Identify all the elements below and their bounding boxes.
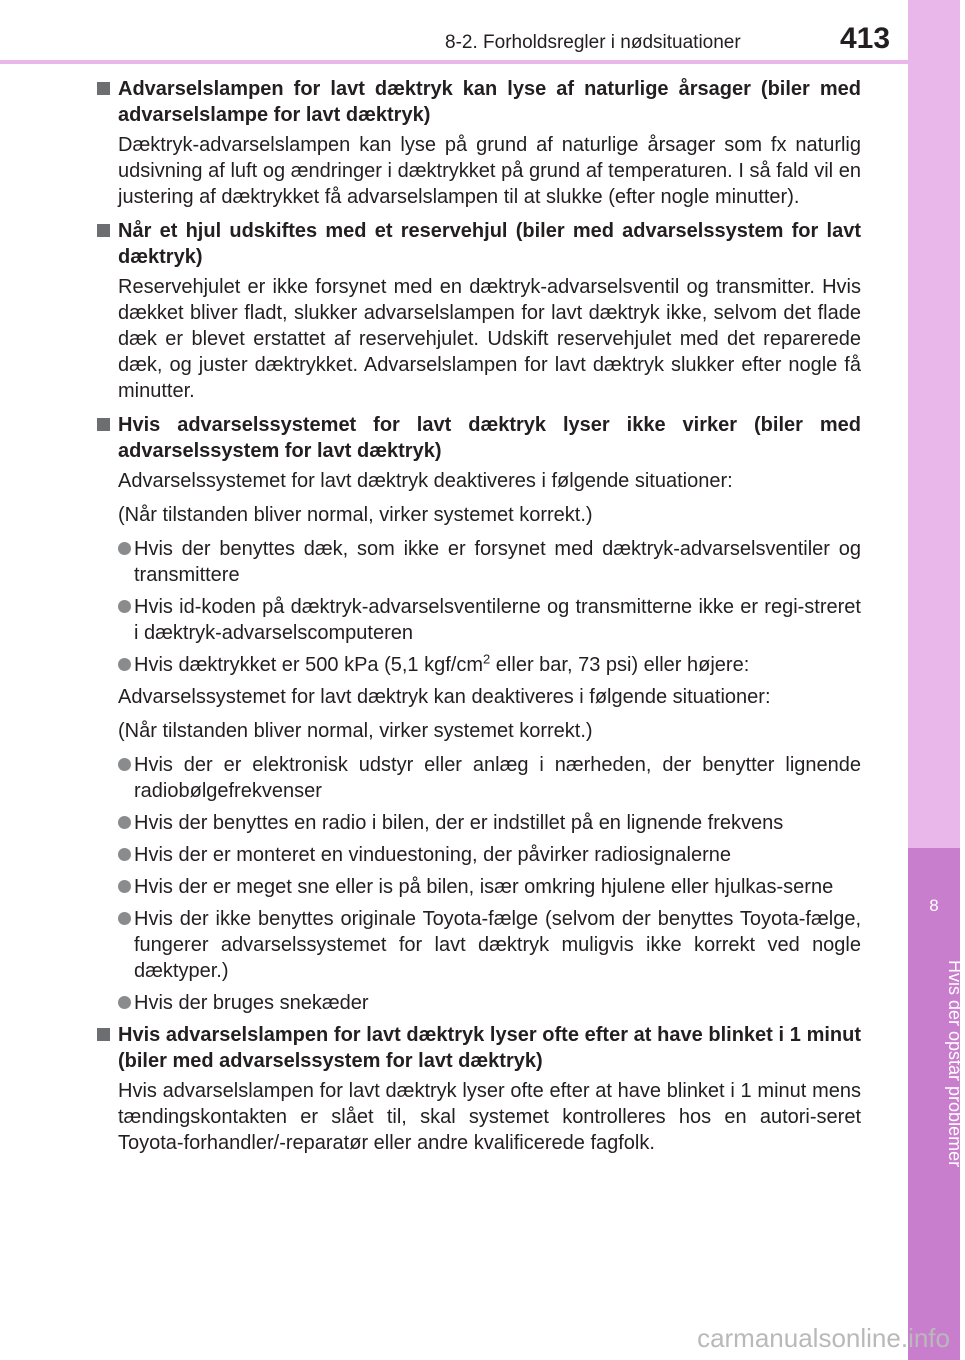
round-bullet-icon	[118, 758, 131, 771]
section-heading: Når et hjul udskiftes med et reservehjul (biler med advarselssystem for lavt dæktryk)	[95, 218, 861, 270]
round-bullet-icon	[118, 848, 131, 861]
square-bullet-icon	[97, 1028, 110, 1041]
list-item: Hvis id-koden på dæktryk-advarselsventilerne og transmitterne ikke er regi-streret i dæktryk-advarselscomputeren	[118, 594, 861, 646]
list-item: Hvis dæktrykket er 500 kPa (5,1 kgf/$cm^2$ eller bar, 73 psi) eller højere:	[118, 652, 861, 678]
round-bullet-icon	[118, 600, 131, 613]
section-body: Reservehjulet er ikke forsynet med en dæktryk-advarselsventil og transmitter. Hvis dækket bliver fladt, slukker advarselslampen for lavt dæktryk ikke, selvom det flade dæk er blevet erstattet af reservehjulet. Udskift reservehjulet med det reparerede dæk, og juster dæktrykket. Advarselslampen for lavt dæktryk slukker efter nogle få minutter.	[118, 276, 861, 402]
header-rule	[0, 60, 908, 64]
list-item: Hvis der er elektronisk udstyr eller anlæg i nærheden, der benytter lignende radiobølgefrekvenser	[118, 752, 861, 804]
round-bullet-icon	[118, 542, 131, 555]
square-bullet-icon	[97, 224, 110, 237]
list-item: Hvis der bruges snekæder	[118, 990, 861, 1016]
section-intro: (Når tilstanden bliver normal, virker systemet korrekt.)	[118, 504, 593, 526]
section-body: Hvis advarselslampen for lavt dæktryk lyser ofte efter at have blinket i 1 minut mens tændingskontakten er slået til, skal systemet kontrolleres hos en autori-seret Toyota-forhandler/-reparatør eller andre kvalificerede fagfolk.	[118, 1080, 861, 1154]
chapter-title: Hvis der opstår problemer	[945, 960, 965, 1168]
round-bullet-icon	[118, 816, 131, 829]
section-intro: Advarselssystemet for lavt dæktryk deaktiveres i følgende situationer:	[118, 470, 733, 492]
chapter-number: 8	[929, 896, 939, 915]
section-body: Dæktryk-advarselslampen kan lyse på grund af naturlige årsager som fx naturlig udsivning af luft og ændringer i dæktrykket på grund af temperaturen. I så fald vil en justering af dæktrykket få advarselslampen til at slukke (efter nogle minutter).	[118, 134, 861, 208]
square-bullet-icon	[97, 82, 110, 95]
watermark: carmanualsonline.info	[697, 1323, 950, 1353]
list-item: Hvis der benyttes dæk, som ikke er forsynet med dæktryk-advarselsventiler og transmittere	[118, 536, 861, 588]
list-item: Hvis der benyttes en radio i bilen, der er indstillet på en lignende frekvens	[118, 810, 861, 836]
page-header	[0, 0, 908, 64]
round-bullet-icon	[118, 880, 131, 893]
page-content	[95, 76, 861, 1164]
section-heading: Hvis advarselssystemet for lavt dæktryk lyser ikke virker (biler med advarselssystem for lavt dæktryk)	[95, 412, 861, 464]
list-item: Hvis der er meget sne eller is på bilen, især omkring hjulene eller hjulkas-serne	[118, 874, 861, 900]
section-heading: Advarselslampen for lavt dæktryk kan lyse af naturlige årsager (biler med advarselslampe for lavt dæktryk)	[95, 76, 861, 128]
round-bullet-icon	[118, 996, 131, 1009]
list-item: Hvis der er monteret en vinduestoning, der påvirker radiosignalerne	[118, 842, 861, 868]
section-title: 8-2. Forholdsregler i nødsituationer	[445, 32, 741, 53]
round-bullet-icon	[118, 912, 131, 925]
section-intro: (Når tilstanden bliver normal, virker systemet korrekt.)	[118, 720, 593, 742]
superscript: 2	[483, 651, 491, 667]
square-bullet-icon	[97, 418, 110, 431]
round-bullet-icon	[118, 658, 131, 671]
list-item: Hvis der ikke benyttes originale Toyota-fælge (selvom der benyttes Toyota-fælge, fungerer advarselssystemet for lavt dæktryk muligvis ikke korrekt ved nogle dæktyper.)	[118, 906, 861, 984]
section-heading: Hvis advarselslampen for lavt dæktryk lyser ofte efter at have blinket i 1 minut (biler med advarselssystem for lavt dæktryk)	[95, 1022, 861, 1074]
section-intro: Advarselssystemet for lavt dæktryk kan deaktiveres i følgende situationer:	[118, 686, 771, 708]
page-number: 413	[840, 22, 891, 55]
